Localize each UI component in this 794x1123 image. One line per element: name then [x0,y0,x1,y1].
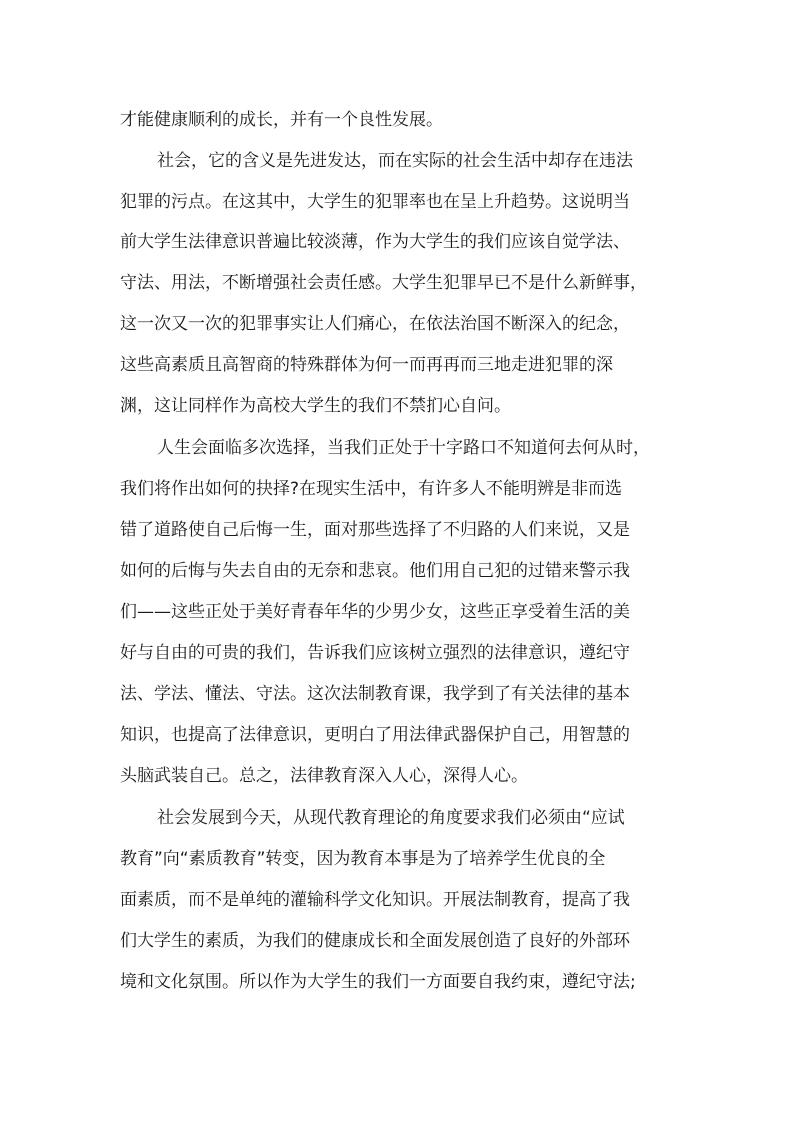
text-line: 头脑武装自己。总之，法律教育深入人心，深得人心。 [120,766,528,786]
text-line: 前大学生法律意识普遍比较淡薄，作为大学生的我们应该自觉学法、 [120,232,630,252]
text-line: 这些高素质且高智商的特殊群体为何一而再再而三地走进犯罪的深 [120,355,613,375]
text-line: 守法、用法，不断增强社会责任感。大学生犯罪早已不是什么新鲜事， [120,273,647,293]
text-line: 错了道路使自己后悔一生，面对那些选择了不归路的人们来说，又是 [120,520,630,540]
text-line: 如何的后悔与失去自由的无奈和悲哀。他们用自己犯的过错来警示我 [120,561,630,581]
text-line: 教育”向“素质教育”转变，因为教育本事是为了培养学生优良的全 [120,849,606,869]
paragraph-first-line: 人生会面临多次选择，当我们正处于十字路口不知道何去何从时， [157,438,650,458]
text-line: 们——这些正处于美好青春年华的少男少女，这些正享受着生活的美 [120,602,630,622]
text-line: 知识，也提高了法律意识，更明白了用法律武器保护自己，用智慧的 [120,725,630,745]
text-line: 我们将作出如何的抉择?在现实生活中，有许多人不能明辨是非而选 [120,479,623,499]
text-line: 法、学法、懂法、守法。这次法制教育课，我学到了有关法律的基本 [120,684,630,704]
text-line: 这一次又一次的犯罪事实让人们痛心，在依法治国不断深入的纪念， [120,314,630,334]
text-line: 犯罪的污点。在这其中，大学生的犯罪率也在呈上升趋势。这说明当 [120,192,630,212]
text-line: 们大学生的素质，为我们的健康成长和全面发展创造了良好的外部环 [120,931,630,951]
paragraph-first-line: 社会发展到今天，从现代教育理论的角度要求我们必须由“应试 [157,808,625,828]
text-line: 才能健康顺利的成长，并有一个良性发展。 [120,110,443,130]
text-line: 境和文化氛围。所以作为大学生的我们一方面要自我约束，遵纪守法; [120,972,636,992]
text-line: 好与自由的可贵的我们，告诉我们应该树立强烈的法律意识，遵纪守 [120,643,630,663]
text-line: 渊，这让同样作为高校大学生的我们不禁扪心自问。 [120,396,511,416]
text-line: 面素质，而不是单纯的灌输科学文化知识。开展法制教育，提高了我 [120,890,630,910]
paragraph-first-line: 社会，它的含义是先进发达，而在实际的社会生活中却存在违法 [157,151,633,171]
